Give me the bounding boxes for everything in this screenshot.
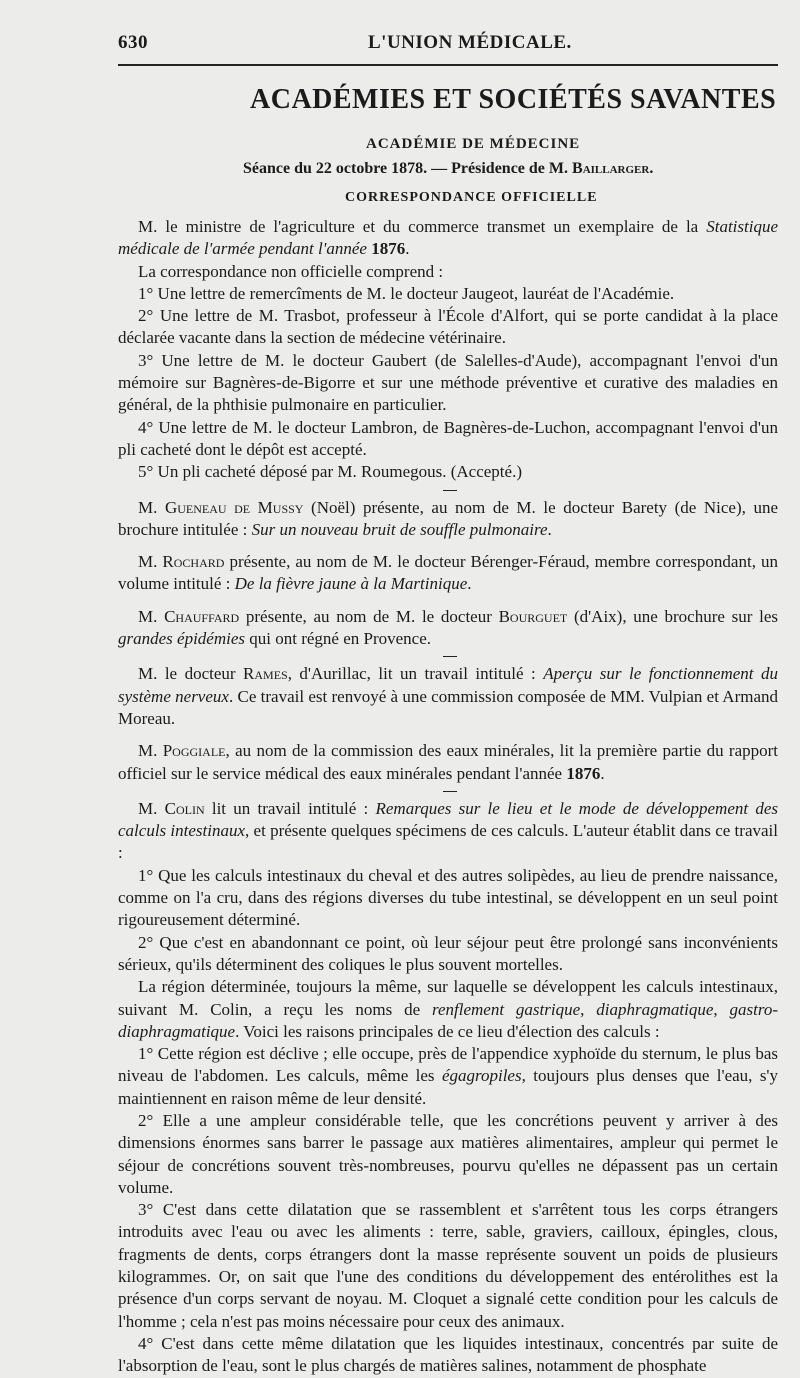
- paragraph: M. Poggiale, au nom de la commission des eaux minérales, lit la première partie du rapport officiel sur le service médical des eaux minérales pendant l'année 1876.: [118, 741, 779, 783]
- running-title: L'UNION MÉDICALE.: [368, 32, 572, 53]
- running-header: [118, 32, 760, 56]
- paragraph: La correspondance non officielle comprend :: [138, 261, 444, 281]
- paragraph: M. Chauffard présente, au nom de M. le docteur Bourguet (d'Aix), une brochure sur les grandes épidémies qui ont régné en Provence.: [118, 606, 778, 649]
- paragraph: 2° Une lettre de M. Trasbot, professeur à l'École d'Alfort, qui se porte candidat à la place déclarée vacante dans la section de médecine vétérinaire.: [118, 306, 778, 348]
- paragraph: 3° C'est dans cette dilatation que se rassemblent et s'arrêtent tous les corps étrangers introduits avec l'eau ou avec les aliments : terre, sable, graviers, cailloux, épingles, clous, fragments de dents, corps étrangers dont la masse représente souvent un poids de plusieurs kilogrammes. Or, on sait que l'une des conditions du développement des entérolithes est la présence d'un corps servant de noyau. M. Cloquet a signalé cette condition pour les calculs de l'homme ; cela n'est pas moins nécessaire pour ceux des animaux.: [118, 1200, 778, 1331]
- academy-subtitle: ACADÉMIE DE MÉDECINE: [366, 136, 581, 152]
- paragraph: M. Colin lit un travail intitulé : Remarques sur le lieu et le mode de développement des calculs intestinaux, et présente quelques spécimens de ces calculs. L'auteur établit dans ce travail :: [118, 798, 778, 863]
- paragraph: 4° C'est dans cette même dilatation que les liquides intestinaux, concentrés par suite de l'absorption de l'eau, sont le plus chargés de matières salines, notamment de phosphate: [118, 1333, 778, 1376]
- article-body: [118, 216, 778, 1378]
- paragraph: 2° Elle a une ampleur considérable telle, que les concrétions peuvent y arriver à des dimensions énormes sans barrer le passage aux matières alimentaires, ampleur qui permet le séjour de concrétions souvent très-nombreuses, pourvu qu'elles ne dépassent pas un certain volume.: [118, 1110, 778, 1197]
- paragraph: M. le ministre de l'agriculture et du commerce transmet un exemplaire de la Statistique médicale de l'armée pendant l'année 1876.: [118, 217, 778, 259]
- president-name: Baillarger: [572, 160, 650, 177]
- header-rule: [118, 64, 778, 66]
- paragraph: 3° Une lettre de M. le docteur Gaubert (de Salelles-d'Aude), accompagnant l'envoi d'un mémoire sur Bagnères-de-Bigorre et sur une méthode préventive et curative des maladies en général, de la phthisie pulmonaire en particulier.: [118, 350, 778, 415]
- page-number: 630: [118, 32, 148, 53]
- paragraph: M. le docteur Rames, d'Aurillac, lit un travail intitulé : Aperçu sur le fonctionnement du système nerveux. Ce travail est renvoyé à une commission composée de MM. Vulpian et Armand Moreau.: [118, 664, 778, 728]
- separator: [443, 791, 457, 792]
- paragraph: 5° Un pli cacheté déposé par M. Roumegous. (Accepté.): [138, 462, 522, 482]
- paragraph: La région déterminée, toujours la même, sur laquelle se développent les calculs intestinaux, suivant M. Colin, a reçu les noms de renflement gastrique, diaphragmatique, gastro-diaphragmatique. Voici les raisons principales de ce lieu d'élection des calculs :: [118, 977, 779, 1041]
- separator: [443, 656, 457, 657]
- paragraph: 4° Une lettre de M. le docteur Lambron, de Bagnères-de-Luchon, accompagnant l'envoi d'un pli cacheté dont le dépôt est accepté.: [118, 417, 778, 459]
- paragraph: 1° Cette région est déclive ; elle occupe, près de l'appendice xyphoïde du sternum, le plus bas niveau de l'abdomen. Les calculs, même les égagropiles, toujours plus denses que l'eau, s'y maintiennent en raison même de leur densité.: [118, 1044, 778, 1108]
- section-title: ACADÉMIES ET SOCIÉTÉS SAVANTES: [250, 84, 777, 115]
- separator: [443, 490, 457, 491]
- paragraph: 1° Une lettre de remercîments de M. le docteur Jaugeot, lauréat de l'Académie.: [138, 283, 675, 303]
- correspondence-heading: CORRESPONDANCE OFFICIELLE: [345, 190, 598, 205]
- paragraph: M. Gueneau de Mussy (Noël) présente, au nom de M. le docteur Barety (de Nice), une brochure intitulée : Sur un nouveau bruit de souffle pulmonaire.: [118, 497, 778, 539]
- session-line: Séance du 22 octobre 1878. — Présidence de M. Baillarger.: [243, 160, 654, 177]
- paragraph: M. Rochard présente, au nom de M. le docteur Bérenger-Féraud, membre correspondant, un volume intitulé : De la fièvre jaune à la Martinique.: [118, 552, 778, 594]
- paragraph: 1° Que les calculs intestinaux du cheval et des autres solipèdes, au lieu de prendre naissance, comme on l'a cru, dans des régions diverses du tube intestinal, se développent en un seul point rigoureusement déterminé.: [118, 865, 778, 930]
- paragraph: 2° Que c'est en abandonnant ce point, où leur séjour peut être prolongé sans inconvénients sérieux, qu'ils déterminent des coliques le plus souvent mortelles.: [118, 932, 778, 974]
